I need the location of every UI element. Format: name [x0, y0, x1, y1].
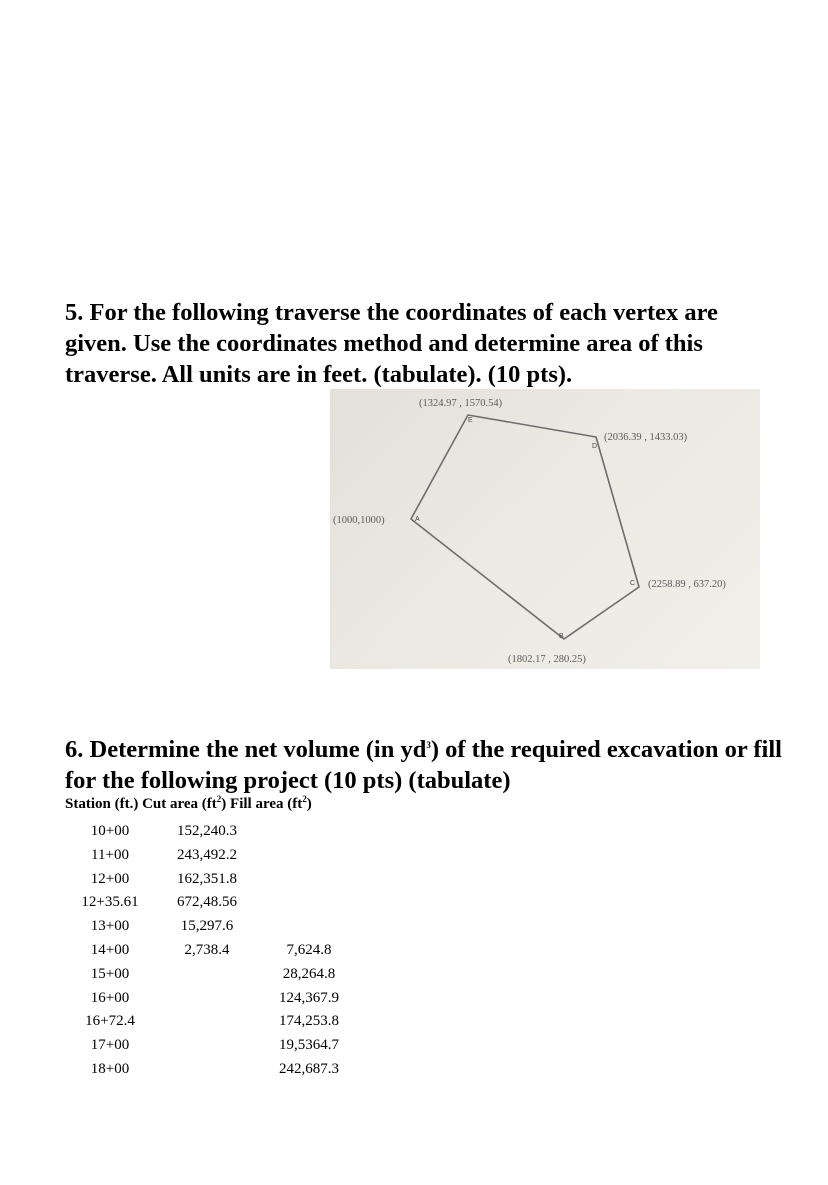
header-station: Station (ft.) — [65, 796, 139, 812]
table-body — [65, 820, 359, 1082]
question-5-text: 5. For the following traverse the coordinates of each vertex are given. Use the coordinates method and determine area of this traverse. All units are in feet. (tabulate). (10 pts). — [65, 299, 718, 388]
cut-area-cell — [155, 1034, 259, 1058]
table-row — [65, 1058, 359, 1082]
fill-area-cell — [259, 891, 359, 915]
vertex-coord-d: (2036.39 , 1433.03) — [604, 432, 688, 443]
vertex-coord-b: (1802.17 , 280.25) — [508, 654, 586, 665]
fill-area-cell: 28,264.8 — [282, 965, 336, 982]
station-area-table — [65, 796, 359, 1082]
traverse-diagram — [330, 389, 760, 669]
cut-area-cell: 152,240.3 — [177, 823, 237, 839]
header-cut-area: Cut area $(ft^2)$ — [142, 794, 227, 812]
table-row — [65, 891, 359, 915]
vertex-label-a: A — [415, 516, 420, 523]
station-cell: 14+00 — [90, 941, 130, 958]
table-row — [65, 987, 359, 1011]
table-row — [65, 844, 359, 868]
cut-area-cell — [155, 987, 259, 1011]
fill-area-cell: 242,687.3 — [279, 1060, 339, 1077]
fill-area-cell: 174,253.8 — [279, 1013, 339, 1030]
vertex-coord-a: (1000,1000) — [333, 515, 385, 526]
table-row — [65, 820, 359, 844]
fill-area-cell: 19,5364.7 — [279, 1037, 339, 1054]
fill-area-cell: 7,624.8 — [286, 941, 332, 958]
vertex-label-c: C — [630, 580, 636, 587]
table-header — [65, 796, 359, 820]
fill-area-cell — [259, 820, 359, 844]
station-cell: 16+72.4 — [85, 1013, 135, 1030]
vertex-coord-e: (1324.97 , 1570.54) — [419, 398, 503, 409]
table-row — [65, 868, 359, 892]
station-cell: 17+00 — [90, 1037, 130, 1054]
traverse-figure — [330, 389, 760, 669]
cut-area-cell: 672,48.56 — [177, 894, 237, 911]
fill-area-cell — [259, 915, 359, 939]
header-fill-area: Fill area $(ft^2)$ — [230, 794, 312, 812]
cut-area-cell: 243,492.2 — [177, 846, 237, 863]
cut-area-cell: 2,738.4 — [184, 941, 230, 958]
cut-area-cell — [155, 1058, 259, 1082]
vertex-label-b: B — [559, 633, 564, 640]
cut-area-cell — [155, 963, 259, 987]
station-cell: 15+00 — [90, 965, 130, 982]
station-cell: 18+00 — [90, 1060, 130, 1077]
table-row — [65, 915, 359, 939]
table-row — [65, 939, 359, 963]
table-row — [65, 963, 359, 987]
table-row — [65, 1034, 359, 1058]
station-cell: 16+00 — [90, 989, 130, 1006]
vertex-label-d: D — [592, 443, 598, 450]
question-6-text: 6. Determine the net volume (in $yd^3$) of the required excavation or fill for the following project (10 pts) (tabulate) — [65, 736, 782, 794]
station-cell: 12+00 — [90, 870, 130, 887]
cut-area-cell — [155, 1010, 259, 1034]
vertex-coord-c: (2258.89 , 637.20) — [648, 579, 726, 590]
vertex-label-e: E — [468, 417, 473, 424]
cut-area-cell: 15,297.6 — [180, 918, 234, 935]
fill-area-cell: 124,367.9 — [279, 989, 339, 1006]
fill-area-cell — [259, 868, 359, 892]
traverse-polygon — [411, 415, 639, 639]
station-cell: 13+00 — [90, 918, 130, 935]
fill-area-cell — [259, 844, 359, 868]
station-cell: 10+00 — [90, 823, 130, 839]
cut-area-cell: 162,351.8 — [177, 870, 237, 887]
table-row — [65, 1010, 359, 1034]
station-cell: 11+00 — [91, 846, 129, 863]
station-cell: 12+35.61 — [81, 894, 139, 911]
